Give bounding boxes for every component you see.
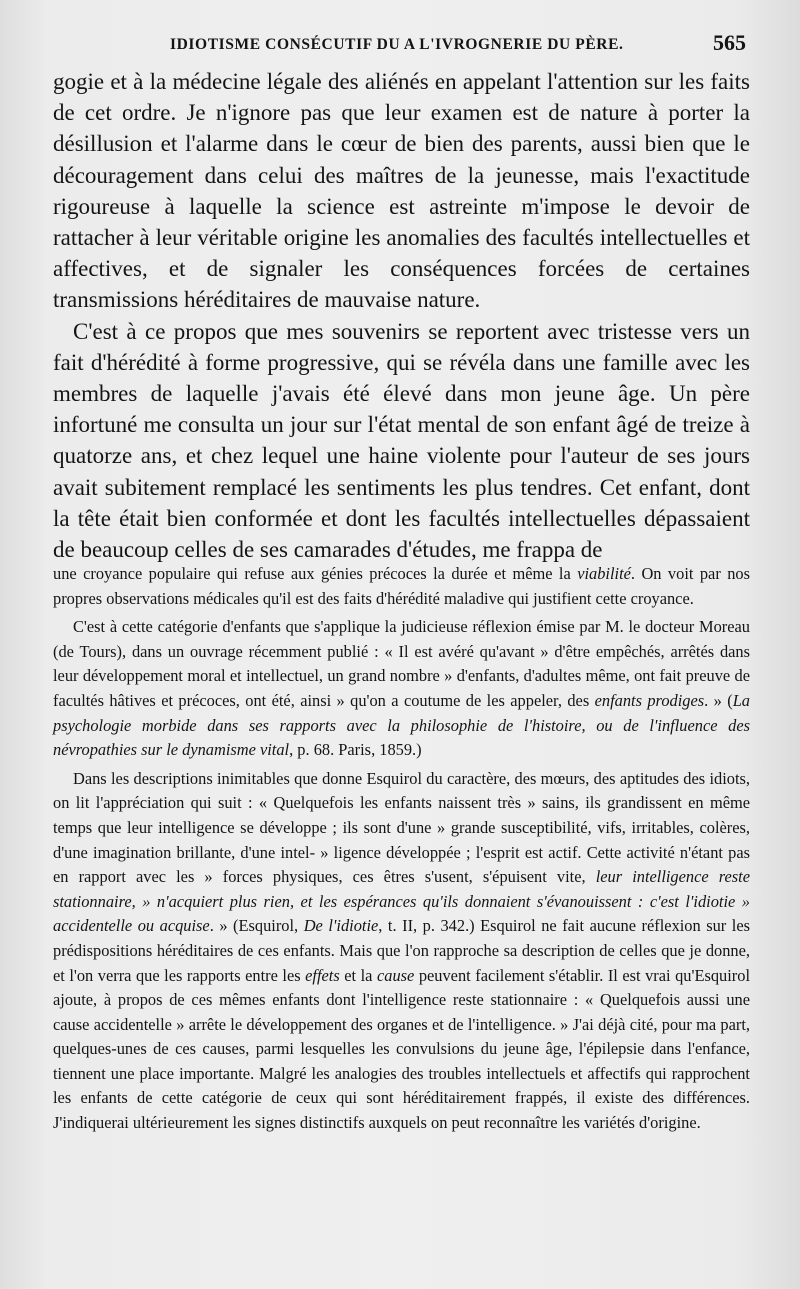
footnotes [53,562,750,1136]
note-text: peuvent facilement s'établir. Il est vrai qu'Esquirol ajoute, à propos de ces mêmes enfants dont l'intelligence reste stationnaire : « Quelquefois aussi une cause accidentelle » arrête le développement des organes et de l'intelligence. » J'ai déjà cité, pour ma part, quelques-unes de ces causes, parmi lesquelles les convulsions du jeune âge, l'épilepsie dans l'enfance, tiennent une place importante. Malgré les analogies des troubles intellectuels et affectifs qui rapprochent les enfants de cette catégorie de ceux qui sont héréditairement frappés, il existe des différences. J'indiquerai ultérieurement les signes distinctifs auxquels on peut reconnaître les variétés d'origine. [53,965,750,1133]
paragraph: C'est à ce propos que mes souvenirs se reportent avec tristesse vers un fait d'hérédité à forme progressive, qui se révéla dans une famille avec les membres de laquelle j'avais été élevé dans mon jeune âge. Un père infortuné me consulta un jour sur l'état mental de son enfant âgé de treize à quatorze ans, et chez lequel une haine violente pour l'auteur de ses jours avait subitement remplacé les sentiments les plus tendres. Cet enfant, dont la tête était bien conformée et dont les facultés intellectuelles dépassaient de beaucoup celles de ses camarades d'études, me frappa de [53,318,750,563]
paragraph-continued: gogie et à la médecine légale des aliénés en appelant l'attention sur les faits de cet ordre. Je n'ignore pas que leur examen est de nature à porter la désillusion et l'alarme dans le cœur de bien des parents, aussi bien que le découragement dans celui des maîtres de la jeunesse, mais l'exactitude rigoureuse à laquelle la science est astreinte m'impose le devoir de rattacher à leur véritable origine les anomalies des facultés intellectuelles et affectives, et de signaler les conséquences forcées de certaines transmissions héréditaires de mauvaise nature. [53,69,750,313]
note-text: . » (Esquirol, [209,916,304,936]
note-text: . » ( [704,690,733,710]
note-text: , t. II, p. 342.) Esquirol ne fait aucune réflexion sur les prédispositions héréditaires de ces enfants. Mais que l'on rapproche sa description de celles que je donne, et l'on verra que les rapports entre les [53,916,751,985]
note-italic: viabilité [577,564,631,583]
footnote-continued [53,562,750,611]
note-text: et la [339,965,377,985]
footnote-moreau [53,615,750,763]
note-text: C'est à cette catégorie d'enfants que s'applique la judicieuse réflexion émise par M. le docteur Moreau (de Tours), dans un ouvrage récemment publié : « Il est avéré qu'avant » d'être empêchés, arrêtés dans leur développement moral et intellectuel, un grand nombre » d'enfants, d'adultes même, ont fait preuve de facultés hâtives et précoces, ont été, ainsi » qu'on a coutume de les appeler, des [53,617,750,710]
note-text: , p. 68. Paris, 1859.) [289,740,422,760]
note-italic: enfants prodiges [594,690,705,710]
page-header [52,30,752,62]
note-text: Dans les descriptions inimitables que donne Esquirol du caractère, des mœurs, des aptitudes des idiots, on lit l'appréciation qui suit : « Quelquefois les enfants naissent très » sains, ils grandissent en même temps que leur intelligence se développe ; ils sont d'une » grande susceptibilité, vifs, irritables, colères, d'une imagination brillante, d'une intel- » ligence développée ; l'esprit est actif. Cette activité n'étant pas en rapport avec les » forces physiques, ces êtres s'usent, s'épuisent vite, [53,768,750,887]
note-citation-title: La psychologie morbide dans ses rapports avec la philosophie de l'histoire, ou de l'influence des névropathies sur le dynamisme vital [53,690,750,760]
note-text: . On voit par nos propres observations médicales qu'il est des faits d'hérédité maladive qui justifient cette croyance. [53,564,751,608]
note-text: une croyance populaire qui refuse aux génies précoces la durée et même la [53,564,578,583]
note-italic: effets [305,965,340,985]
note-citation-title: De l'idiotie [303,916,379,936]
footnote-esquirol [53,767,750,1136]
page-number: 565 [713,30,746,55]
running-title: IDIOTISME CONSÉCUTIF DU A L'IVROGNERIE DU PÈRE. [170,36,624,53]
main-text [53,66,750,565]
note-italic: cause [376,965,415,985]
note-italic: leur intelligence reste stationnaire, » n'acquiert plus rien, et les espérances qu'ils donnaient s'évanouissent : c'est l'idiotie » accidentelle ou acquise [53,867,751,936]
